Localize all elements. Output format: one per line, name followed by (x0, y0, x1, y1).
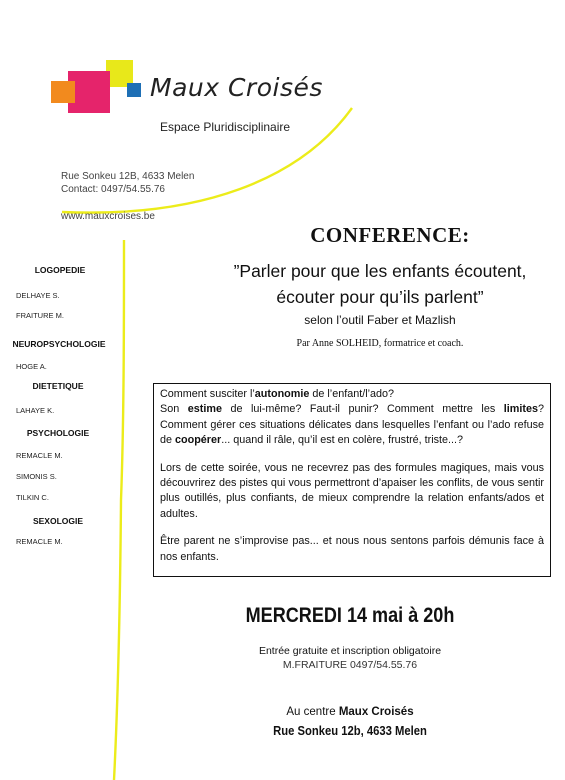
entry-contact: M.FRAITURE 0497/54.55.76 (282, 659, 418, 671)
sidebar-heading-psychologie: PSYCHOLOGIE (26, 428, 90, 438)
venue-line (210, 706, 490, 718)
text-fragment: ? Comment gérer ces situations délicates dans lesquelles l’enfant ou l’ado refuse de (160, 403, 544, 447)
description-paragraph-2: Lors de cette soirée, vous ne recevrez pas des formules magiques, mais vous découvrirez des pistes qui vous permettront d’apaiser les conflits, de vous sentir plus outillés, plus confiants, de mieux comprendre la relation enfants/ados et adultes. (160, 461, 544, 520)
quote-line-2: écouter pour qu’ils parlent” (276, 287, 484, 307)
keyword-cooperer: coopérer (175, 434, 222, 447)
presenter: Par Anne SOLHEID, formatrice et coach. (296, 338, 464, 349)
sidebar-name: TILKIN C. (16, 493, 49, 502)
venue-prefix: Au centre (286, 706, 339, 718)
conference-title: CONFERENCE: (310, 223, 470, 247)
logo-square-blue (127, 83, 141, 97)
logo-subtitle: Espace Pluridisciplinaire (160, 120, 291, 134)
sidebar-heading-neuropsychologie: NEUROPSYCHOLOGIE (12, 339, 106, 349)
event-date: MERCREDI 14 mai à 20h (245, 604, 455, 627)
keyword-limites: limites (503, 403, 538, 416)
venue-address: Rue Sonkeu 12b, 4633 Melen (273, 724, 427, 738)
quote-line-1: ”Parler pour que les enfants écoutent, (233, 261, 527, 281)
sidebar-name: FRAITURE M. (16, 311, 64, 320)
keyword-autonomie: autonomie (254, 388, 310, 400)
entry-info: Entrée gratuite et inscription obligatoire (258, 645, 442, 657)
logo-square-yellow (106, 60, 133, 87)
text-fragment: ... quand il râle, qu’il est en colère, frustré, triste...? (221, 434, 464, 447)
text-fragment: Son (160, 403, 188, 416)
sidebar-name: LAHAYE K. (16, 406, 55, 415)
description-paragraph-1 (160, 387, 544, 449)
method-reference: selon l’outil Faber et Mazlish (304, 313, 456, 327)
text-fragment: Comment susciter l’ (160, 388, 255, 400)
venue-name: Maux Croisés (338, 706, 414, 718)
contact-phone: Contact: 0497/54.55.76 (61, 184, 165, 195)
sidebar-name: SIMONIS S. (16, 472, 57, 481)
yellow-vertical-line (114, 240, 124, 780)
description-box (153, 383, 551, 577)
sidebar-heading-sexologie: SEXOLOGIE (32, 516, 84, 526)
text-fragment: de l’enfant/l’ado? (309, 388, 395, 400)
keyword-estime: estime (187, 403, 222, 416)
contact-address: Rue Sonkeu 12B, 4633 Melen (61, 171, 195, 182)
sidebar-heading-dietetique: DIETETIQUE (32, 381, 84, 391)
sidebar-name: DELHAYE S. (16, 291, 60, 300)
logo-name: Maux Croisés (150, 73, 323, 102)
description-paragraph-3: Être parent ne s’improvise pas... et nous nous sentons parfois démunis face à nos enfants. (160, 535, 544, 563)
text-fragment: de lui-même? Faut-il punir? Comment mettre les (221, 403, 504, 416)
sidebar-name: REMACLE M. (16, 451, 63, 460)
logo-square-orange (51, 81, 75, 103)
sidebar-heading-logopedie: LOGOPEDIE (34, 265, 86, 275)
sidebar-name: REMACLE M. (16, 537, 63, 546)
sidebar-name: HOGE A. (16, 362, 47, 371)
contact-website[interactable]: www.mauxcroises.be (61, 211, 155, 222)
